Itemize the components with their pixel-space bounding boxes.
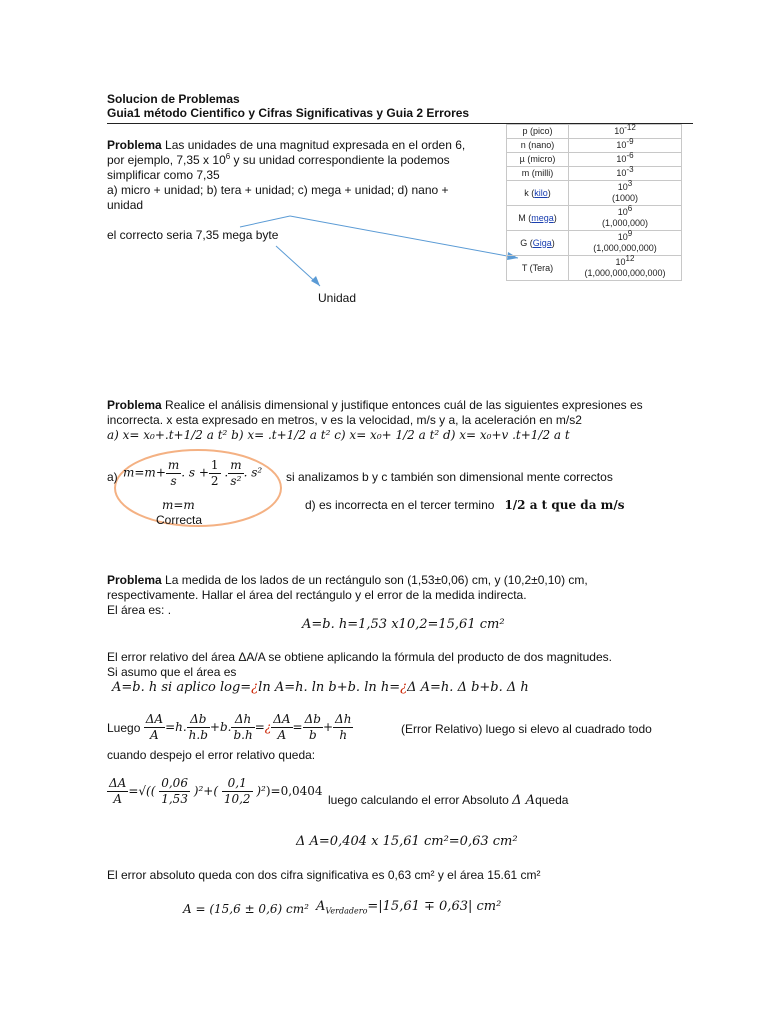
problem3-line3: El área es: . — [107, 603, 172, 617]
problem1-label: Problema — [107, 138, 162, 152]
problem1-answer: el correcto seria 7,35 mega byte — [107, 228, 279, 242]
table-row: p (pico) $10^{-12}$ — [507, 125, 682, 139]
problem1-line2: por ejemplo, 7,35 x $10^6$ y su unidad correspondiente la podemos — [107, 152, 450, 167]
table-row: m (milli) $10^{-3}$ — [507, 167, 682, 181]
dimension-formula: m=m+ $\frac{m}{s}$ . s + $\frac{1}{2}$ . $\frac{m}{\text{s²}}$ . s² — [123, 458, 263, 488]
problem2-note2: d) es incorrecta en el tercer termino 1/2 a t que da m/s — [305, 498, 625, 512]
problem2-line2: incorrecta. x esta expresado en metros, v es la velocidad, m/s y a, la aceleración en m/s2 — [107, 413, 582, 427]
table-row: T (Tera) $10^{12}$ (1,000,000,000,000) — [507, 256, 682, 281]
table-row: M (mega) $10^6$ (1,000,000) — [507, 206, 682, 231]
doc-subtitle: Guia1 método Cientifico y Cifras Significativas y Guia 2 Errores — [107, 106, 470, 120]
luego-row: Luego $\frac{\Delta A}{A}$ =h. $\frac{\Delta b}{h.b}$ +b. $\frac{\Delta h}{b.h}$ =¿ $\frac{\Delta A}{A}$ = $\frac{\Delta b}{b}$ + $\frac{\Delta h}{h}$ — [107, 712, 352, 742]
luego-label: Luego — [107, 720, 141, 735]
arrow-line-a — [240, 216, 290, 227]
doc-title: Solucion de Problemas — [107, 92, 240, 106]
problem1-line1: Problema Las unidades de una magnitud expresada en el orden 6, — [107, 138, 466, 152]
log-formula: A=b. h si aplico log=¿ln A=h. ln b+b. ln h=¿Δ A=h. Δ b+b. Δ h — [112, 680, 529, 695]
mega-link[interactable]: mega — [531, 212, 554, 223]
table-row: k (kilo) $10^3$ (1000) — [507, 181, 682, 206]
final-text: El error absoluto queda con dos cifra significativa es 0,63 cm² y el área 15.61 cm² — [107, 868, 541, 882]
sqrt-formula: $\frac{\Delta A}{A}$ =√(( $\frac{0,06}{1,53}$ )²+( $\frac{0,1}{10,2}$ )²)=0,0404 — [109, 776, 323, 806]
problem3-line2: respectivamente. Hallar el área del rectángulo y el error de la medida indirecta. — [107, 588, 527, 602]
table-row: n (nano) $10^{-9}$ — [507, 139, 682, 153]
rel-error-text1: El error relativo del área ΔA/A se obtiene aplicando la fórmula del producto de dos magnitudes. — [107, 650, 612, 664]
arrow-head-unidad — [311, 276, 320, 286]
abs-text: luego calculando el error Absoluto Δ Aqueda — [328, 793, 569, 808]
correcta-label: Correcta — [156, 513, 203, 527]
problem2-note1: si analizamos b y c también son dimensional mente correctos — [286, 470, 613, 484]
problem3-line1: Problema La medida de los lados de un rectángulo son (1,53±0,06) cm, y (10,2±0,10) cm, — [107, 573, 588, 587]
arrow-to-mega — [290, 216, 518, 258]
delta-formula: Δ A=0,404 x 15,61 cm²=0,63 cm² — [296, 834, 518, 849]
prefix-table — [506, 124, 682, 281]
unit-label: Unidad — [318, 291, 357, 305]
problem1-line3: simplificar como 7,35 — [107, 168, 220, 182]
problem3-label: Problema — [107, 573, 162, 587]
area-formula: A=b. h=1,53 x10,2=15,61 cm² — [302, 617, 505, 632]
kilo-link[interactable]: kilo — [534, 187, 548, 198]
final-result-2: $A_{Verdadero}=|15,61 \mp 0,63|$ cm² — [316, 899, 502, 916]
m-equals-m: m=m — [162, 498, 195, 512]
problem2-line1: Problema Realice el análisis dimensional y justifique entonces cuál de las siguientes expresiones es — [107, 398, 643, 412]
rel-error-text2: Si asumo que el área es — [107, 665, 237, 679]
final-result-1: A = (15,6 ± 0,6) cm² — [183, 902, 309, 916]
option-a-label: a) — [107, 470, 118, 484]
table-row: µ (micro) $10^{-6}$ — [507, 153, 682, 167]
problem1-options: a) micro + unidad; b) tera + unidad; c) mega + unidad; d) nano + — [107, 183, 449, 197]
giga-link[interactable]: Giga — [532, 237, 552, 248]
luego-text: (Error Relativo) luego si elevo al cuadrado todo — [401, 722, 652, 736]
table-row: G (Giga) $10^9$ (1,000,000,000) — [507, 231, 682, 256]
problem1-options-cont: unidad — [107, 198, 144, 212]
problem2-label: Problema — [107, 398, 162, 412]
problem2-options: a) x= x₀+.t+1/2 a t² b) x= .t+1/2 a t² c) x= x₀+ 1/2 a t² d) x= x₀+v .t+1/2 a t — [107, 428, 570, 442]
luego-text2: cuando despejo el error relativo queda: — [107, 748, 316, 762]
